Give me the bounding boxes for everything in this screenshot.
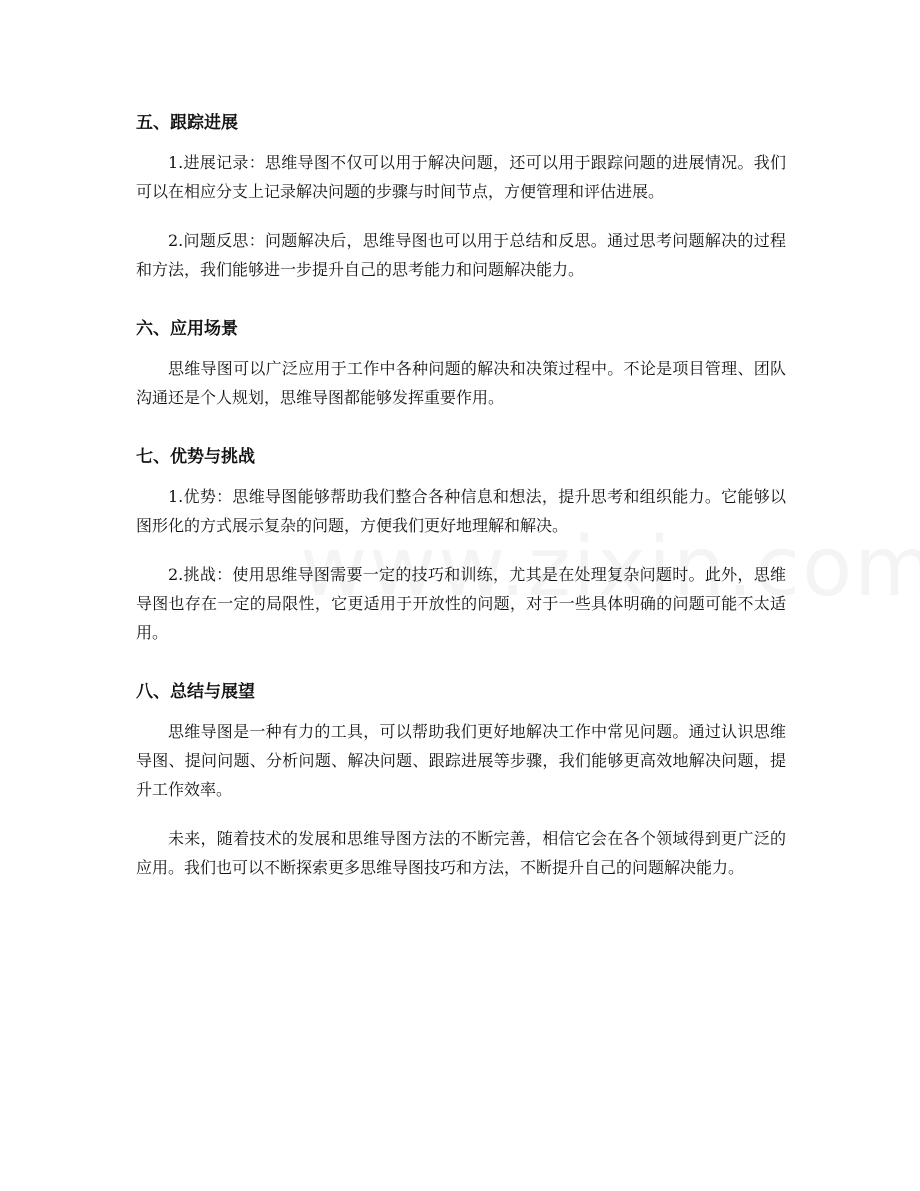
paragraph: 未来，随着技术的发展和思维导图方法的不断完善，相信它会在各个领域得到更广泛的应用。我们也可以不断探索更多思维导图技巧和方法，不断提升自己的问题解决能力。 [136,829,786,877]
document-body [136,98,786,902]
section-heading: 六、应用场景 [136,319,238,339]
paragraph: 思维导图是一种有力的工具，可以帮助我们更好地解决工作中常见问题。通过认识思维导图、提问问题、分析问题、解决问题、跟踪进展等步骤，我们能够更高效地解决问题，提升工作效率。 [136,722,786,799]
section-heading: 七、优势与挑战 [136,447,255,467]
section-tracking [136,98,786,284]
section-advantages [136,432,786,647]
section-heading: 八、总结与展望 [136,682,255,702]
paragraph: 2.问题反思：问题解决后，思维导图也可以用于总结和反思。通过思考问题解决的过程和方法，我们能够进一步提升自己的思考能力和问题解决能力。 [136,231,786,279]
paragraph: 2.挑战：使用思维导图需要一定的技巧和训练，尤其是在处理复杂问题时。此外，思维导图也存在一定的局限性，它更适用于开放性的问题，对于一些具体明确的问题可能不太适用。 [136,565,786,642]
section-scenarios [136,304,786,412]
paragraph: 1.优势：思维导图能够帮助我们整合各种信息和想法，提升思考和组织能力。它能够以图形化的方式展示复杂的问题，方便我们更好地理解和解决。 [136,487,786,535]
section-summary [136,667,786,882]
section-heading: 五、跟踪进展 [136,113,238,133]
paragraph: 思维导图可以广泛应用于工作中各种问题的解决和决策过程中。不论是项目管理、团队沟通还是个人规划，思维导图都能够发挥重要作用。 [136,359,786,407]
paragraph: 1.进展记录：思维导图不仅可以用于解决问题，还可以用于跟踪问题的进展情况。我们可以在相应分支上记录解决问题的步骤与时间节点，方便管理和评估进展。 [136,153,786,201]
